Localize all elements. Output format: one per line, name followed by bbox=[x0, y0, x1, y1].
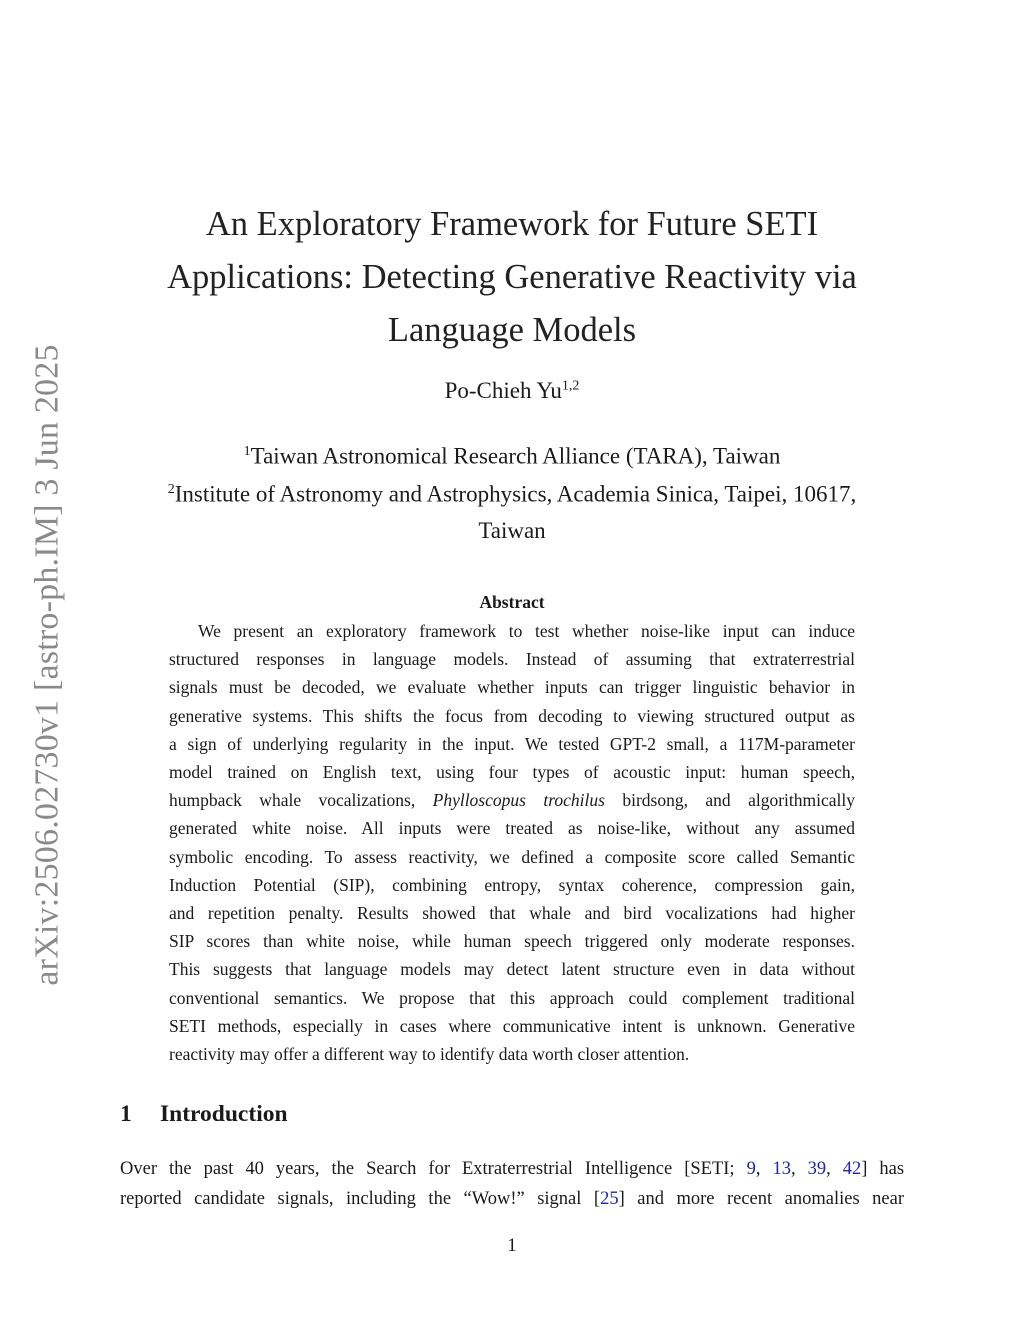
abstract-line: symbolic encoding. To assess reactivity, we defined a composite score called Semantic bbox=[169, 846, 855, 867]
paper-title bbox=[120, 198, 904, 357]
abstract-line: and repetition penalty. Results showed that whale and bird vocalizations had higher bbox=[169, 903, 855, 924]
citation-link[interactable]: 25 bbox=[600, 1189, 619, 1209]
abstract-line: reactivity may offer a different way to identify data worth closer attention. bbox=[169, 1044, 690, 1065]
abstract-line: conventional semantics. We propose that this approach could complement traditional bbox=[169, 987, 855, 1008]
abstract-line: SIP scores than white noise, while human speech triggered only moderate responses. bbox=[169, 931, 855, 952]
author bbox=[120, 378, 904, 404]
author-affiliation-marker: 1,2 bbox=[561, 378, 580, 394]
abstract-line: generated white noise. All inputs were treated as noise-like, without any assumed bbox=[169, 818, 855, 839]
affiliation-1 bbox=[120, 434, 904, 475]
abstract-line: Induction Potential (SIP), combining entropy, syntax coherence, compression gain, bbox=[169, 874, 855, 895]
abstract-line: model trained on English text, using four types of acoustic input: human speech, bbox=[169, 762, 855, 783]
citation-link[interactable]: 39 bbox=[807, 1159, 827, 1179]
body-text: ] has bbox=[861, 1159, 905, 1179]
abstract-line: SETI methods, especially in cases where communicative intent is unknown. Generative bbox=[169, 1015, 855, 1036]
body-text: Over the past 40 years, the Search for Extraterrestrial Intelligence [SETI; bbox=[120, 1159, 747, 1179]
title-line: An Exploratory Framework for Future SETI bbox=[205, 205, 819, 243]
affiliation-2 bbox=[120, 472, 904, 549]
abstract-heading: Abstract bbox=[479, 592, 545, 612]
species-name: Phylloscopus trochilus bbox=[432, 790, 605, 811]
abstract-line: signals must be decoded, we evaluate whether inputs can trigger linguistic behavior in bbox=[169, 677, 855, 698]
arxiv-identifier-stamp bbox=[18, 345, 78, 985]
affiliation-marker: 1 bbox=[243, 444, 251, 459]
abstract-line: structured responses in language models. Instead of assuming that extraterrestrial bbox=[169, 649, 855, 670]
abstract-line: generative systems. This shifts the focus from decoding to viewing structured output as bbox=[169, 705, 855, 726]
section-title: Introduction bbox=[160, 1101, 288, 1127]
section-number: 1 bbox=[120, 1101, 132, 1127]
author-name: Po-Chieh Yu bbox=[444, 378, 562, 403]
introduction-body bbox=[120, 1154, 904, 1214]
arxiv-identifier-text: arXiv:2506.02730v1 [astro-ph.IM] 3 Jun 2025 bbox=[29, 344, 66, 986]
abstract-line: This suggests that language models may detect latent structure even in data without bbox=[169, 959, 855, 980]
body-line: Over the past 40 years, the Search for Extraterrestrial Intelligence [SETI; 9, 13, 39, 42] has bbox=[120, 1159, 905, 1179]
affiliation-marker: 2 bbox=[167, 482, 175, 497]
abstract-text: birdsong, and algorithmically bbox=[604, 790, 855, 811]
citation-link[interactable]: 9 bbox=[746, 1159, 756, 1179]
section-heading-introduction bbox=[120, 1101, 288, 1128]
abstract-line: We present an exploratory framework to test whether noise-like input can induce bbox=[198, 621, 855, 641]
citation-link[interactable]: 13 bbox=[772, 1159, 791, 1179]
abstract-line bbox=[169, 786, 855, 814]
title-line: Language Models bbox=[387, 311, 637, 349]
body-text: reported candidate signals, including the “Wow!” signal [ bbox=[120, 1189, 601, 1209]
page-number: 1 bbox=[507, 1236, 517, 1256]
body-text: ] and more recent anomalies near bbox=[618, 1189, 905, 1209]
affiliation-text: Taiwan Astronomical Research Alliance (TARA), Taiwan bbox=[250, 443, 781, 469]
citation-link[interactable]: 42 bbox=[842, 1159, 862, 1179]
abstract-line: a sign of underlying regularity in the input. We tested GPT-2 small, a 117M-parameter bbox=[169, 733, 855, 754]
title-line: Applications: Detecting Generative Reactivity via bbox=[167, 258, 857, 296]
body-line bbox=[120, 1184, 904, 1214]
affiliation-continuation: Taiwan bbox=[478, 517, 546, 543]
affiliation-text: Institute of Astronomy and Astrophysics, Academia Sinica, Taipei, 10617, bbox=[174, 481, 857, 507]
abstract-body bbox=[169, 617, 855, 1068]
abstract-text: humpback whale vocalizations, bbox=[169, 790, 433, 811]
